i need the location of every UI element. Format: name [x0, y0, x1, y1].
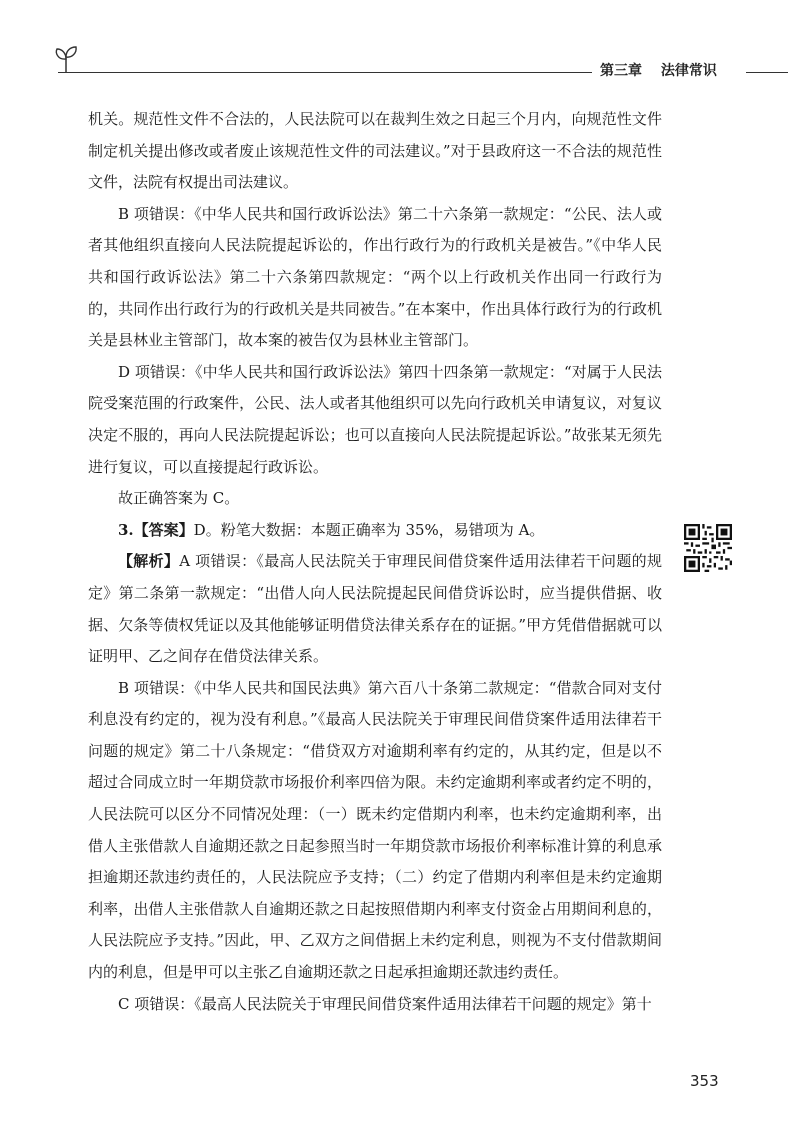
answer-text: D。粉笔大数据：本题正确率为 35%，易错项为 A。: [193, 520, 545, 539]
paragraph: D 项错误：《中华人民共和国行政诉讼法》第四十四条第一款规定：“对属于人民法院受案范围的行政案件，公民、法人或者其他组织可以先向行政机关申请复议，对复议决定不服的，再向人民法院提起诉讼；也可以直接向人民法院提起诉讼。”故张某无须先进行复议，可以直接提起行政诉讼。: [88, 362, 662, 476]
analysis-label: 【解析】: [118, 552, 180, 571]
page-number: 353: [690, 1072, 719, 1090]
paragraph: 故正确答案为 C。: [118, 489, 240, 508]
qr-code-icon[interactable]: [684, 524, 732, 572]
answer-paragraph: [88, 515, 662, 547]
running-header: [600, 60, 750, 80]
leaf-icon: [52, 44, 80, 74]
paragraph: 机关。规范性文件不合法的，人民法院可以在裁判生效之日起三个月内，向规范性文件制定机关提出修改或者废止该规范性文件的司法建议。”对于县政府这一不合法的规范性文件，法院有权提出司法建议。: [88, 110, 662, 192]
page-body: [88, 104, 662, 1020]
paragraph: B 项错误：《中华人民共和国民法典》第六百八十条第二款规定：“借款合同对支付利息没有约定的，视为没有利息。”《最高人民法院关于审理民间借贷案件适用法律若干问题的规定》第二十八条规定：“借贷双方对逾期利率有约定的，从其约定，但是以不超过合同成立时一年期贷款市场报价利率四倍为限。未约定逾期利率或者约定不明的，人民法院可以区分不同情况处理：（一）既未约定借期内利率，也未约定逾期利率，出借人主张借款人自逾期还款之日起参照当时一年期贷款市场报价利率标准计算的利息承担逾期还款违约责任的，人民法院应予支持；（二）约定了借期内利率但是未约定逾期利率，出借人主张借款人自逾期还款之日起按照借期内利率支付资金占用期间利息的，人民法院应予支持。”因此，甲、乙双方之间借据上未约定利息，则视为不支付借款期间内的利息，但是甲可以主张乙自逾期还款之日起承担逾期还款违约责任。: [88, 678, 662, 982]
analysis-text: A 项错误：《最高人民法院关于审理民间借贷案件适用法律若干问题的规定》第二条第一款规定：“出借人向人民法院提起民间借贷诉讼时，应当提供借据、收据、欠条等债权凭证以及其他能够证明借贷法律关系存在的证据。”甲方凭借借据就可以证明甲、乙之间存在借贷法律关系。: [88, 552, 662, 666]
analysis-paragraph: [88, 546, 662, 672]
paragraph: C 项错误：《最高人民法院关于审理民间借贷案件适用法律若干问题的规定》第十: [118, 994, 652, 1013]
paragraph: B 项错误：《中华人民共和国行政诉讼法》第二十六条第一款规定：“公民、法人或者其他组织直接向人民法院提起诉讼的，作出行政行为的行政机关是被告。”《中华人民共和国行政诉讼法》第二十六条第四款规定：“两个以上行政机关作出同一行政行为的，共同作出行政行为的行政机关是共同被告。”在本案中，作出具体行政行为的行政机关是县林业主管部门，故本案的被告仅为县林业主管部门。: [88, 204, 662, 350]
chapter-label: 第三章: [600, 63, 642, 79]
answer-label: 3.【答案】: [118, 520, 194, 539]
header-rule-left: [58, 72, 592, 73]
section-label: 法律常识: [660, 63, 717, 79]
header-rule-right: [746, 72, 788, 73]
